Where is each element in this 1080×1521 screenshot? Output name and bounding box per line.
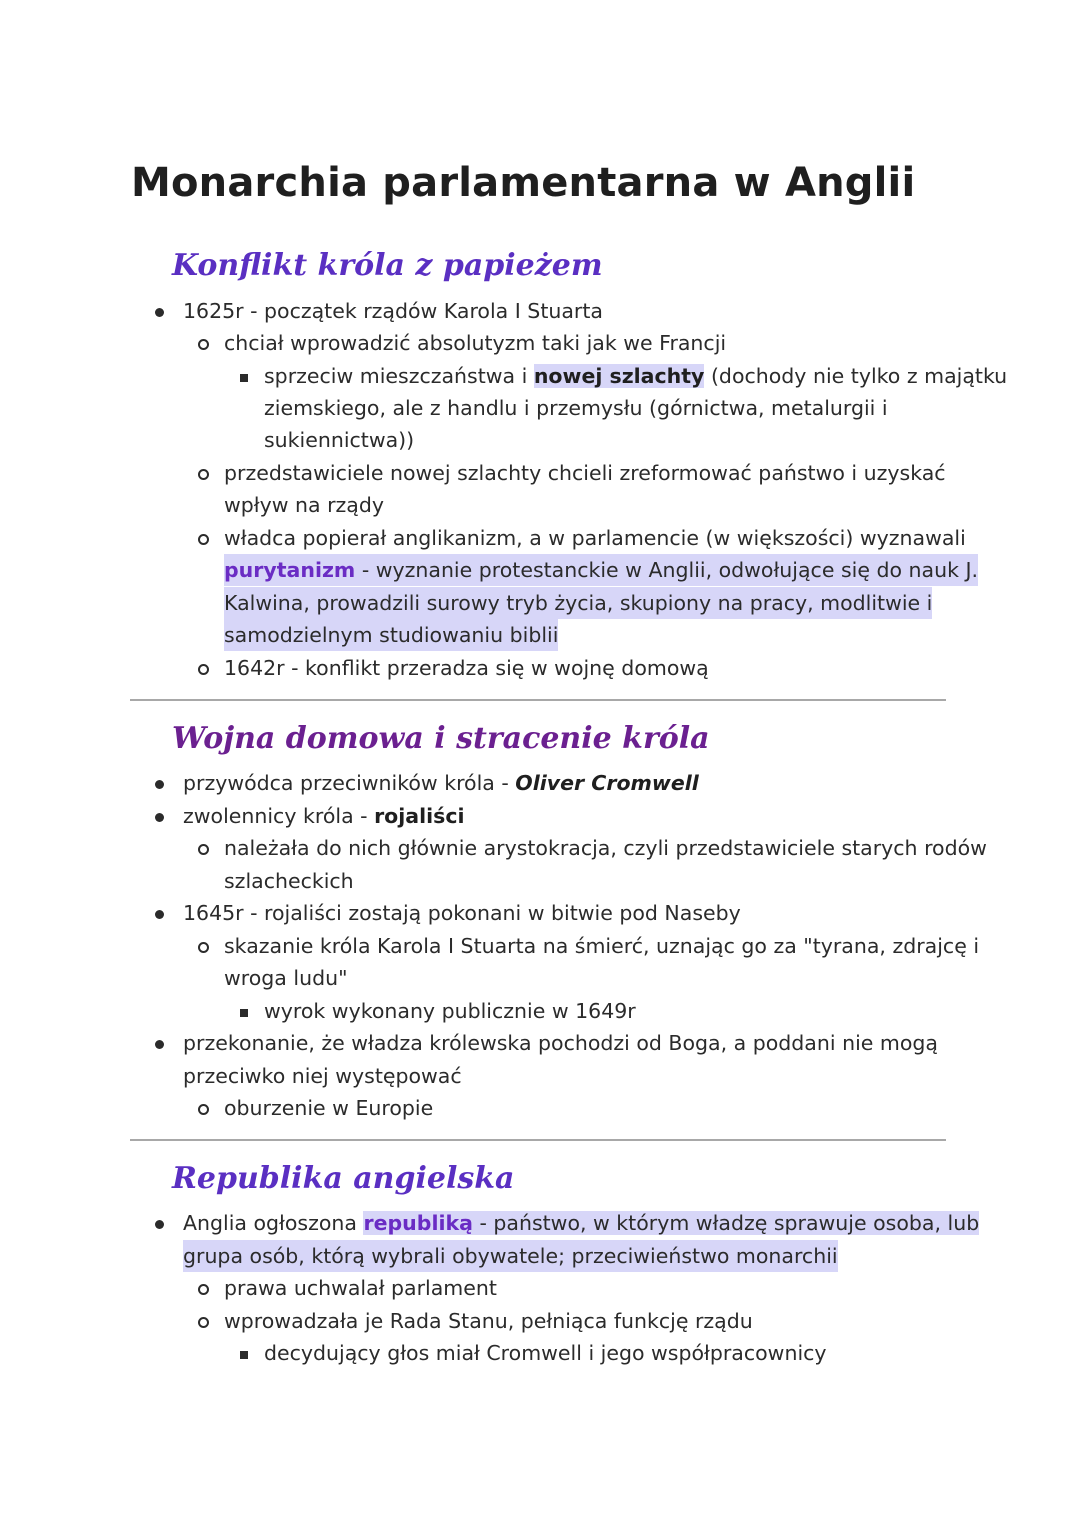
text-run: - wyznanie protestanckie w Anglii, odwołujące się do nauk J. (355, 558, 979, 582)
list-item-continuation (0, 619, 1080, 651)
bullet-square-icon (240, 374, 248, 382)
list-item-text (183, 1207, 979, 1239)
emphasis-name: Oliver Cromwell (515, 771, 699, 795)
bullet-circle-icon (198, 469, 209, 480)
text-run: sprzeciw mieszczaństwa i (264, 364, 534, 388)
list-item-text: oburzenie w Europie (224, 1096, 434, 1120)
list-item-text: przedstawiciele nowej szlachty chcieli zreformować państwo i uzyskać (224, 461, 946, 485)
bullet-disc-icon (155, 1220, 164, 1229)
list-item (0, 767, 1080, 799)
text-run: przywódca przeciwników króla - (183, 771, 516, 795)
bullet-square-icon (240, 1009, 248, 1017)
list-item-text: chciał wprowadzić absolutyzm taki jak we Francji (224, 331, 727, 355)
list-item-continuation (0, 554, 1080, 586)
list-item-text: wpływ na rządy (224, 493, 384, 517)
list-item-text (264, 360, 1007, 392)
bullet-disc-icon (155, 813, 164, 822)
list-item-text: sukiennictwa)) (264, 428, 415, 452)
list-item (0, 1272, 1080, 1304)
list-item-text: należała do nich głównie arystokracja, czyli przedstawiciele starych rodów (224, 836, 987, 860)
list-item-continuation (0, 1240, 1080, 1272)
definition-text: grupa osób, którą wybrali obywatele; przeciwieństwo monarchii (183, 1240, 838, 1272)
bullet-square-icon (240, 1351, 248, 1359)
text-run: (dochody nie tylko z majątku (704, 364, 1008, 388)
list-item (0, 1337, 1080, 1369)
list-item (0, 457, 1080, 489)
list-item-text: przeciwko niej występować (183, 1064, 462, 1088)
bullet-circle-icon (198, 942, 209, 953)
text-run: - państwo, w którym władzę sprawuje osoba, lub (472, 1211, 980, 1235)
list-item-text: wroga ludu" (224, 966, 348, 990)
bullet-circle-icon (198, 1104, 209, 1115)
bullet-circle-icon (198, 1284, 209, 1295)
section-heading: Konflikt króla z papieżem (172, 248, 603, 283)
list-item-continuation (0, 587, 1080, 619)
bullet-circle-icon (198, 664, 209, 675)
list-item-continuation (0, 489, 1080, 521)
list-item (0, 327, 1080, 359)
bullet-circle-icon (198, 339, 209, 350)
list-item-text: szlacheckich (224, 869, 354, 893)
list-item (0, 930, 1080, 962)
section-divider (130, 1139, 946, 1141)
list-item (0, 1092, 1080, 1124)
list-item-text: wyrok wykonany publicznie w 1649r (264, 999, 636, 1023)
bullet-disc-icon (155, 910, 164, 919)
list-item-text: prawa uchwalał parlament (224, 1276, 497, 1300)
definition-text: Kalwina, prowadzili surowy tryb życia, skupiony na pracy, modlitwie i (224, 587, 932, 619)
list-item (0, 652, 1080, 684)
list-item-text (183, 767, 699, 799)
list-item-text: władca popierał anglikanizm, a w parlamencie (w większości) wyznawali (224, 526, 966, 550)
list-item (0, 360, 1080, 392)
page-title: Monarchia parlamentarna w Anglii (131, 160, 916, 206)
list-item-text: 1625r - początek rządów Karola I Stuarta (183, 299, 603, 323)
list-item-text: 1645r - rojaliści zostają pokonani w bitwie pod Naseby (183, 901, 741, 925)
list-item-text: wprowadzała je Rada Stanu, pełniąca funkcję rządu (224, 1309, 753, 1333)
list-item (0, 1207, 1080, 1239)
definition-text (363, 1211, 979, 1235)
list-item-continuation (0, 962, 1080, 994)
bullet-disc-icon (155, 780, 164, 789)
list-item (0, 522, 1080, 554)
text-run: Anglia ogłoszona (183, 1211, 364, 1235)
highlighted-term: purytanizm (224, 558, 356, 582)
bullet-disc-icon (155, 308, 164, 317)
list-item (0, 295, 1080, 327)
list-item (0, 800, 1080, 832)
list-item (0, 897, 1080, 929)
text-run: zwolennicy króla - (183, 804, 375, 828)
list-item (0, 1305, 1080, 1337)
bullet-circle-icon (198, 534, 209, 545)
emphasis-term: rojaliści (374, 804, 465, 828)
list-item-text: decydujący głos miał Cromwell i jego współpracownicy (264, 1341, 827, 1365)
list-item (0, 1027, 1080, 1059)
bullet-circle-icon (198, 844, 209, 855)
section-heading: Wojna domowa i stracenie króla (172, 721, 710, 756)
list-item-text: skazanie króla Karola I Stuarta na śmierć, uznając go za "tyrana, zdrajcę i (224, 934, 980, 958)
list-item-continuation (0, 1060, 1080, 1092)
list-item-text (183, 800, 465, 832)
list-item-continuation (0, 424, 1080, 456)
list-item-text: 1642r - konflikt przeradza się w wojnę domową (224, 656, 709, 680)
highlighted-term: republiką (363, 1211, 473, 1235)
list-item-continuation (0, 865, 1080, 897)
list-item-text: przekonanie, że władza królewska pochodzi od Boga, a poddani nie mogą (183, 1031, 938, 1055)
list-item-text: ziemskiego, ale z handlu i przemysłu (górnictwa, metalurgii i (264, 396, 888, 420)
definition-text: samodzielnym studiowaniu biblii (224, 619, 558, 651)
section-heading: Republika angielska (172, 1161, 515, 1196)
list-item (0, 995, 1080, 1027)
list-item (0, 832, 1080, 864)
highlighted-term: nowej szlachty (533, 364, 705, 388)
definition-text (224, 554, 978, 586)
list-item-continuation (0, 392, 1080, 424)
bullet-circle-icon (198, 1317, 209, 1328)
bullet-disc-icon (155, 1040, 164, 1049)
section-divider (130, 699, 946, 701)
